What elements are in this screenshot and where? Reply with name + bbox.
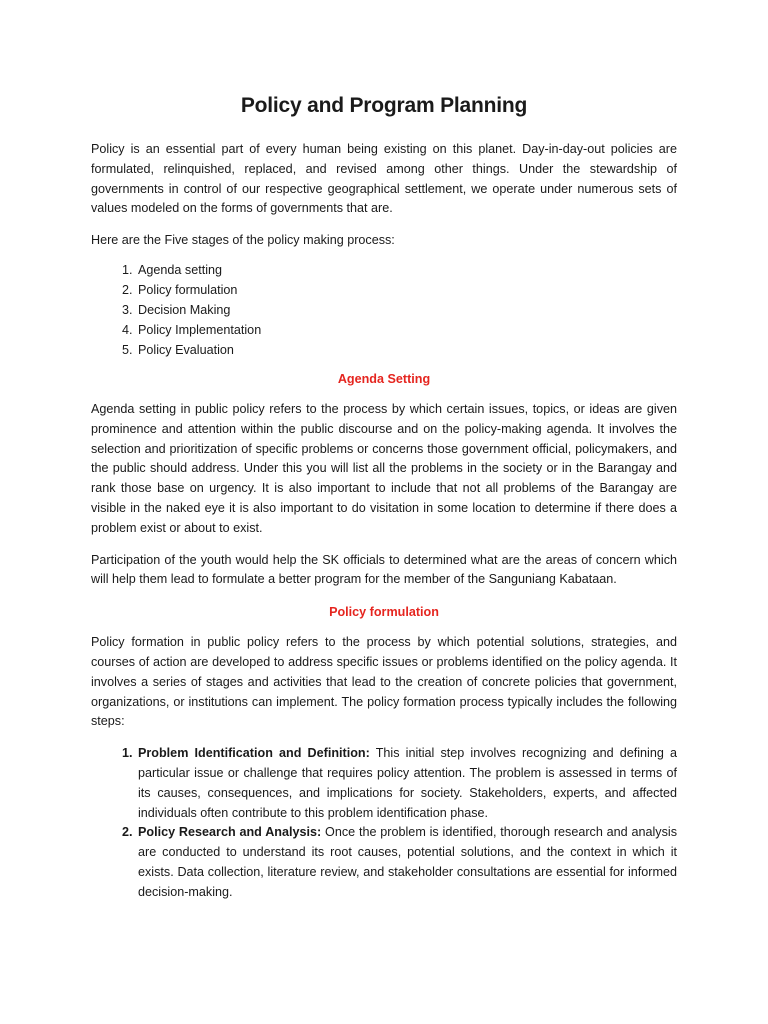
policy-steps-list bbox=[91, 744, 677, 902]
policy-step-title: Policy Research and Analysis: bbox=[138, 825, 322, 840]
stage-item: 5. Policy Evaluation bbox=[136, 340, 677, 360]
stage-item: 2. Policy formulation bbox=[136, 280, 677, 300]
policy-step-item bbox=[136, 744, 677, 823]
stage-item: 4. Policy Implementation bbox=[136, 320, 677, 340]
agenda-setting-paragraph-1: Agenda setting in public policy refers to the process by which certain issues, topics, or ideas are given prominence and attention within the public discourse and on the policy-making agenda. It involves the selection and prioritization of specific problems or concerns those government official, policymakers, and the public should address. Under this you will list all the problems in the society or in the Barangay and rank those base on urgency. It is also important to include that not all problems of the Barangay are visible in the naked eye it is also important to do visitation in some location to determine if there does a problem exist or about to exist. bbox=[91, 401, 677, 535]
policy-step-text: This initial step involves recognizing and defining a particular issue or challenge that requires policy attention. The problem is assessed in terms of its causes, consequences, and implications for society. Stakeholders, experts, and affected individuals often contribute to this problem identification phase. bbox=[138, 746, 677, 820]
policy-formulation-heading: Policy formulation bbox=[329, 605, 439, 620]
page-title: Policy and Program Planning bbox=[240, 94, 528, 117]
stages-list bbox=[91, 260, 677, 360]
intro-paragraph: Policy is an essential part of every human being existing on this planet. Day-in-day-out policies are formulated, relinquished, replaced, and revised among other things. Under the stewardship of governments in control of our respective geographical settlement, we operate under numerous sets of values modeled on the forms of governments that are. bbox=[91, 142, 677, 216]
agenda-setting-heading: Agenda Setting bbox=[337, 371, 431, 386]
agenda-setting-paragraph-2: Participation of the youth would help the SK officials to determined what are the areas of concern which will help them lead to formulate a better program for the member of the Sanguniang Kabataan. bbox=[91, 552, 677, 587]
stage-item: 3. Decision Making bbox=[136, 300, 677, 320]
policy-step-title: Problem Identification and Definition: bbox=[138, 746, 370, 761]
policy-formulation-paragraph: Policy formation in public policy refers to the process by which potential solutions, strategies, and courses of action are developed to address specific issues or problems identified on the policy agenda. It involves a series of stages and activities that lead to the creation of concrete policies that government, organizations, or institutions can implement. The policy formation process typically includes the following steps: bbox=[91, 635, 677, 729]
stage-item: 1. Agenda setting bbox=[136, 260, 677, 280]
document-page bbox=[91, 92, 677, 903]
policy-step-text: Once the problem is identified, thorough research and analysis are conducted to understand its root causes, potential solutions, and the context in which it exists. Data collection, literature review, and stakeholder consultations are essential for informed decision-making. bbox=[138, 825, 677, 899]
stages-lead: Here are the Five stages of the policy making process: bbox=[91, 233, 395, 248]
policy-step-item bbox=[136, 823, 677, 902]
